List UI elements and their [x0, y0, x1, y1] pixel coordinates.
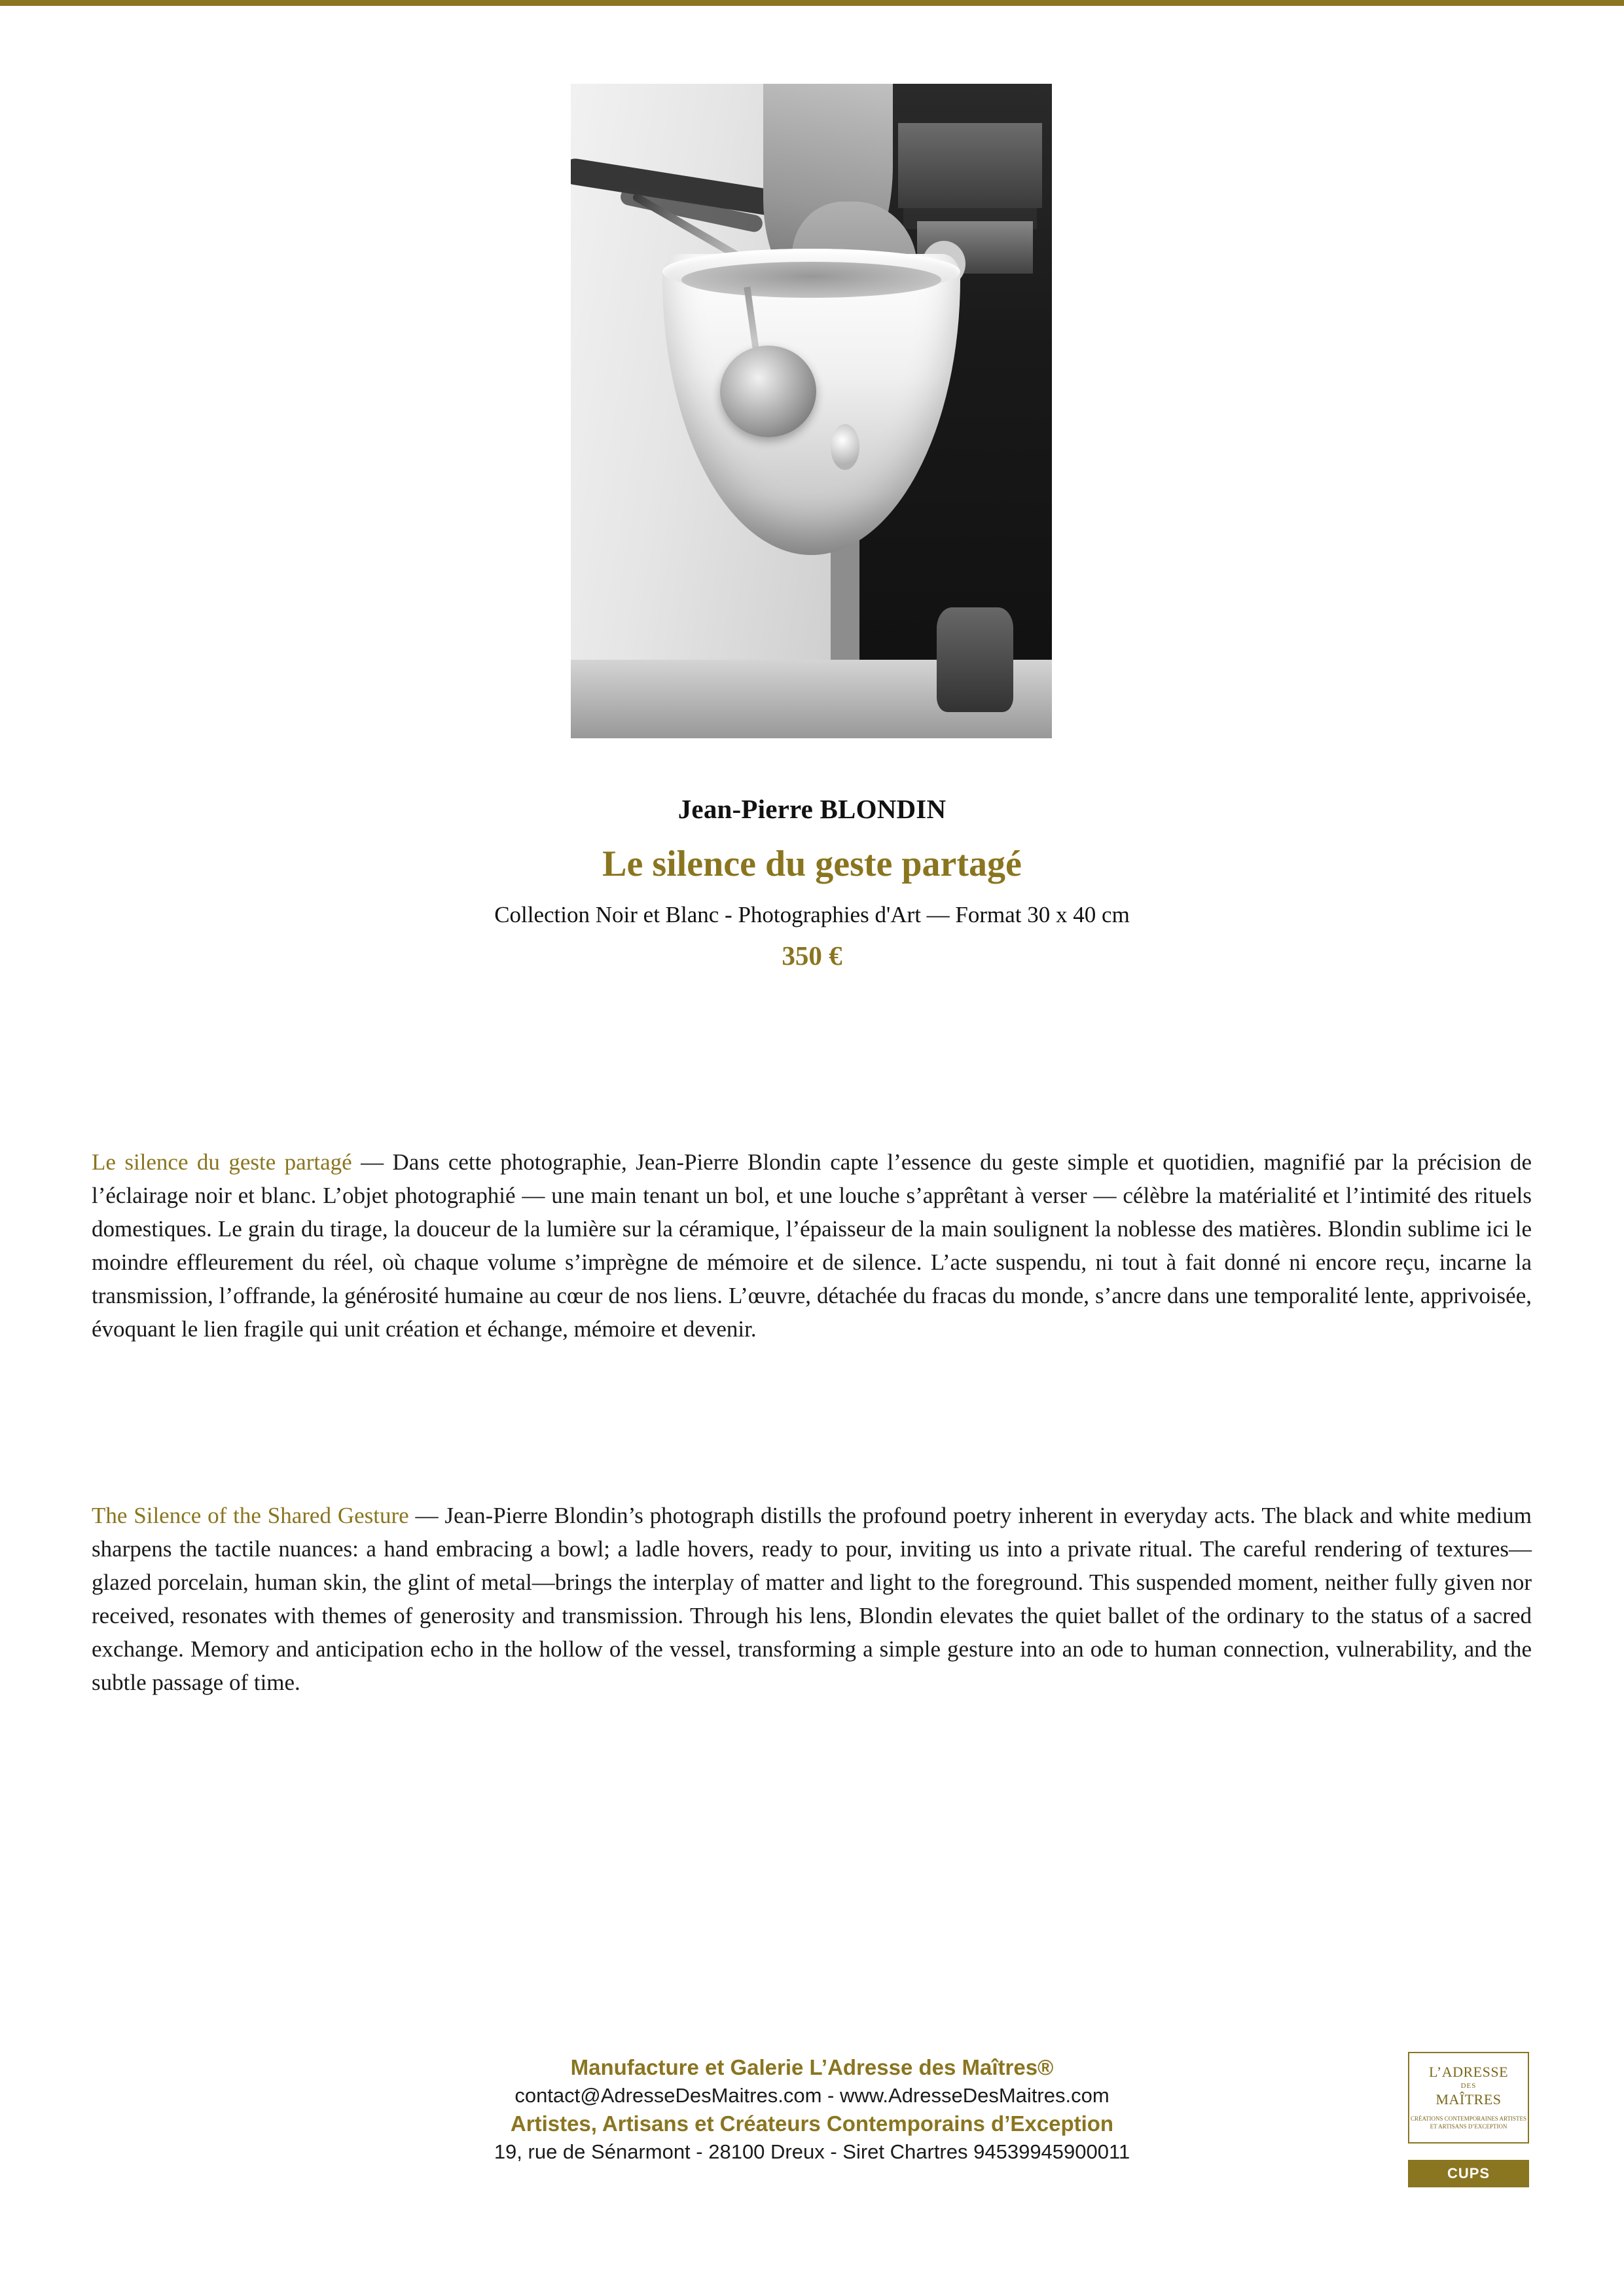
photo-shelf-upper	[898, 123, 1043, 208]
photo-jar	[937, 607, 1014, 712]
footer-company-name: Manufacture et Galerie L’Adresse des Maîtres®	[570, 2055, 1054, 2079]
photo-highlight-drop	[831, 424, 859, 470]
photo-ladle-cup	[720, 346, 816, 437]
logo-line-2: DES	[1460, 2082, 1477, 2090]
top-gold-rule	[0, 0, 1624, 6]
artist-name: Jean-Pierre BLONDIN	[677, 794, 947, 824]
description-paragraph-fr	[92, 1145, 1532, 1346]
photograph-image	[571, 84, 1052, 738]
description-text-en: — Jean-Pierre Blondin’s photograph distills the profound poetry inherent in everyday acts. The black and white medium sharpens the tactile nuances: a hand embracing a bowl; a ladle hovers, ready to pour, inviting us into a private ritual. The careful rendering of textures—glazed porcelain, human skin, the glint of metal—brings the interplay of matter and light to the foreground. This suspended moment, neither fully given nor received, resonates with themes of generosity and transmission. Through his lens, Blondin elevates the quiet ballet of the ordinary to the status of a sacred exchange. Memory and anticipation echo in the hollow of the vessel, transforming a simple gesture into an ode to human connection, vulnerability, and the subtle passage of time.	[92, 1503, 1532, 1696]
photo-bowl-interior	[681, 262, 941, 298]
description-text-fr: — Dans cette photographie, Jean-Pierre Blondin capte l’essence du geste simple et quotidien, magnifié par la précision de l’éclairage noir et blanc. L’objet photographié — une main tenant un bol, et une louche s’apprêtant à verser — célèbre la matérialité et l’intimité des rituels domestiques. Le grain du tirage, la douceur de la lumière sur la céramique, l’épaisseur de la main soulignent la noblesse des matières. Blondin sublime ici le moindre effleurement du réel, où chaque volume s’imprègne de mémoire et de silence. L’acte suspendu, ni tout à fait donné ni encore reçu, incarne la transmission, l’offrande, la générosité humaine au cœur de nos liens. L’œuvre, détachée du fracas du monde, s’ancre dans une temporalité lente, apprivoisée, évoquant le lien fragile qui unit création et échange, mémoire et devenir.	[92, 1149, 1532, 1342]
logo-line-3: MAÎTRES	[1435, 2091, 1502, 2108]
description-lead-fr: Le silence du geste partagé	[92, 1149, 352, 1175]
logo-line-1: L’ADRESSE	[1428, 2064, 1509, 2080]
footer-tagline: Artistes, Artisans et Créateurs Contemporains d’Exception	[510, 2111, 1114, 2136]
cups-badge: CUPS	[1408, 2160, 1529, 2187]
footer-contact[interactable]: contact@AdresseDesMaitres.com - www.AdresseDesMaitres.com	[514, 2084, 1110, 2107]
artwork-meta: Collection Noir et Blanc - Photographies d'Art — Format 30 x 40 cm	[494, 902, 1130, 927]
artwork-title: Le silence du geste partagé	[602, 844, 1022, 884]
description-paragraph-en	[92, 1499, 1532, 1700]
artwork-photograph	[571, 84, 1052, 738]
footer-address: 19, rue de Sénarmont - 28100 Dreux - Siret Chartres 94539945900011	[494, 2140, 1130, 2163]
logo-line-4: CRÉATIONS CONTEMPORAINES ARTISTES ET ARTISANS D’EXCEPTION	[1411, 2115, 1526, 2130]
brand-logo	[1408, 2052, 1529, 2144]
artwork-price: 350 €	[782, 941, 842, 971]
description-lead-en: The Silence of the Shared Gesture	[92, 1503, 409, 1528]
page-footer	[0, 2055, 1624, 2164]
